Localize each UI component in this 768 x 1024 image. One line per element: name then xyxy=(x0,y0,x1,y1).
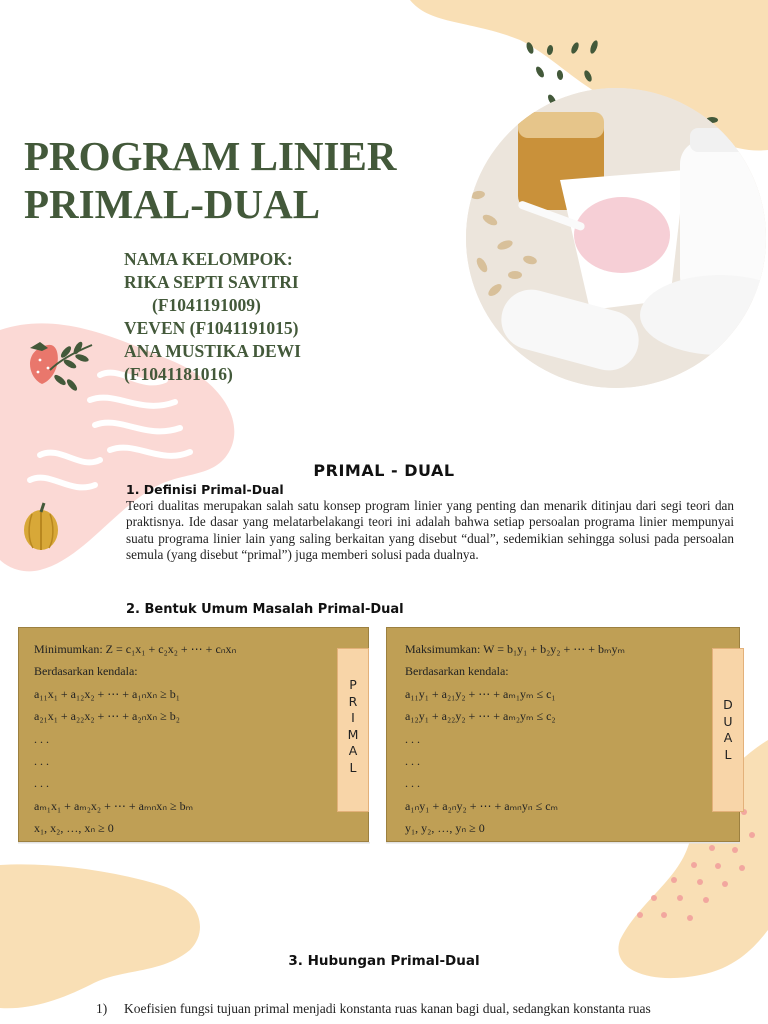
tag-letter: M xyxy=(347,726,359,742)
primal-panel xyxy=(18,627,369,842)
dual-line: Berdasarkan kendala: xyxy=(405,664,509,679)
list-item xyxy=(96,1001,736,1017)
dual-formulation xyxy=(405,638,625,840)
members-heading: NAMA KELOMPOK: xyxy=(124,249,293,269)
tag-letter: P xyxy=(349,677,357,692)
dual-line: . . . xyxy=(405,753,420,768)
dual-line: . . . xyxy=(405,731,420,746)
member-line: (F1041191009) xyxy=(152,295,261,315)
primal-line: Minimumkan: Z = c₁x₁ + c₂x₂ + ⋯ + cₙxₙ xyxy=(34,642,237,656)
tag-letter: A xyxy=(723,730,733,745)
primal-line: Berdasarkan kendala: xyxy=(34,664,138,679)
tag-letter: L xyxy=(724,746,732,762)
dual-line: . . . xyxy=(405,776,420,791)
dual-line: a₁₂y₁ + a₂₂y₂ + ⋯ + aₘ₂yₘ ≤ c₂ xyxy=(405,709,556,724)
tag-letter: L xyxy=(349,759,357,775)
tag-letter: R xyxy=(348,693,358,709)
primal-formulation xyxy=(34,638,236,840)
member-line: VEVEN (F1041191015) xyxy=(124,318,299,338)
heading-definisi: 1. Definisi Primal-Dual xyxy=(126,482,284,497)
tag-letter: A xyxy=(348,743,358,758)
list-text: Koefisien fungsi tujuan primal menjadi konstanta ruas kanan bagi dual, sedangkan konstanta ruas xyxy=(124,1001,651,1016)
peach-blob-bottom-left xyxy=(0,864,200,1008)
tag-letter: I xyxy=(351,710,355,725)
section-title: PRIMAL - DUAL xyxy=(313,461,455,480)
heading-bentuk-umum: 2. Bentuk Umum Masalah Primal-Dual xyxy=(126,602,404,617)
primal-line: . . . xyxy=(34,776,49,791)
primal-line: a₁₁x₁ + a₁₂x₂ + ⋯ + a₁ₙxₙ ≥ b₁ xyxy=(34,686,180,701)
dual-line: Maksimumkan: W = b₁y₁ + b₂y₂ + ⋯ + bₘyₘ xyxy=(405,642,625,656)
title-line-1: PROGRAM LINIER xyxy=(24,133,397,179)
food-photo xyxy=(466,88,768,388)
document-title xyxy=(24,132,444,228)
dual-line: y₁, y₂, …, yₙ ≥ 0 xyxy=(405,821,485,836)
dual-line: a₁ₙy₁ + a₂ₙy₂ + ⋯ + aₘₙyₙ ≤ cₘ xyxy=(405,798,559,813)
tag-letter: D xyxy=(723,697,733,712)
primal-line: a₂₁x₁ + a₂₂x₂ + ⋯ + a₂ₙxₙ ≥ b₂ xyxy=(34,709,180,724)
dual-line: a₁₁y₁ + a₂₁y₂ + ⋯ + aₘ₁yₘ ≤ c₁ xyxy=(405,686,556,701)
primal-line: . . . xyxy=(34,753,49,768)
member-line: ANA MUSTIKA DEWI xyxy=(124,341,301,361)
primal-label-tag xyxy=(337,648,369,812)
primal-line: aₘ₁x₁ + aₘ₂x₂ + ⋯ + aₘₙxₙ ≥ bₘ xyxy=(34,798,194,813)
dual-panel xyxy=(386,627,740,842)
title-line-2: PRIMAL-DUAL xyxy=(24,181,321,227)
tag-letter: U xyxy=(723,713,733,729)
member-line: RIKA SEPTI SAVITRI xyxy=(124,272,299,292)
paragraph-definisi: Teori dualitas merupakan salah satu konsep program linier yang penting dan menarik ditinjau dari segi teori dan praktisnya. Ide dasar yang melatarbelakangi teori ini adalah bahwa setiap persoalan programa linier mempunyai suatu programa linier lain yang saling berkaitan yang disebut “dual”, sedemikian sehingga solusi pada persoalan semula (yang disebut “primal”) juga memberi solusi pada dualnya. xyxy=(126,498,734,563)
primal-line: x₁, x₂, …, xₙ ≥ 0 xyxy=(34,821,114,836)
member-line: (F1041181016) xyxy=(124,364,233,384)
dual-label-tag xyxy=(712,648,744,812)
heading-hubungan: 3. Hubungan Primal-Dual xyxy=(288,953,480,969)
list-number: 1) xyxy=(96,1001,108,1016)
primal-line: . . . xyxy=(34,731,49,746)
group-members xyxy=(124,248,384,386)
